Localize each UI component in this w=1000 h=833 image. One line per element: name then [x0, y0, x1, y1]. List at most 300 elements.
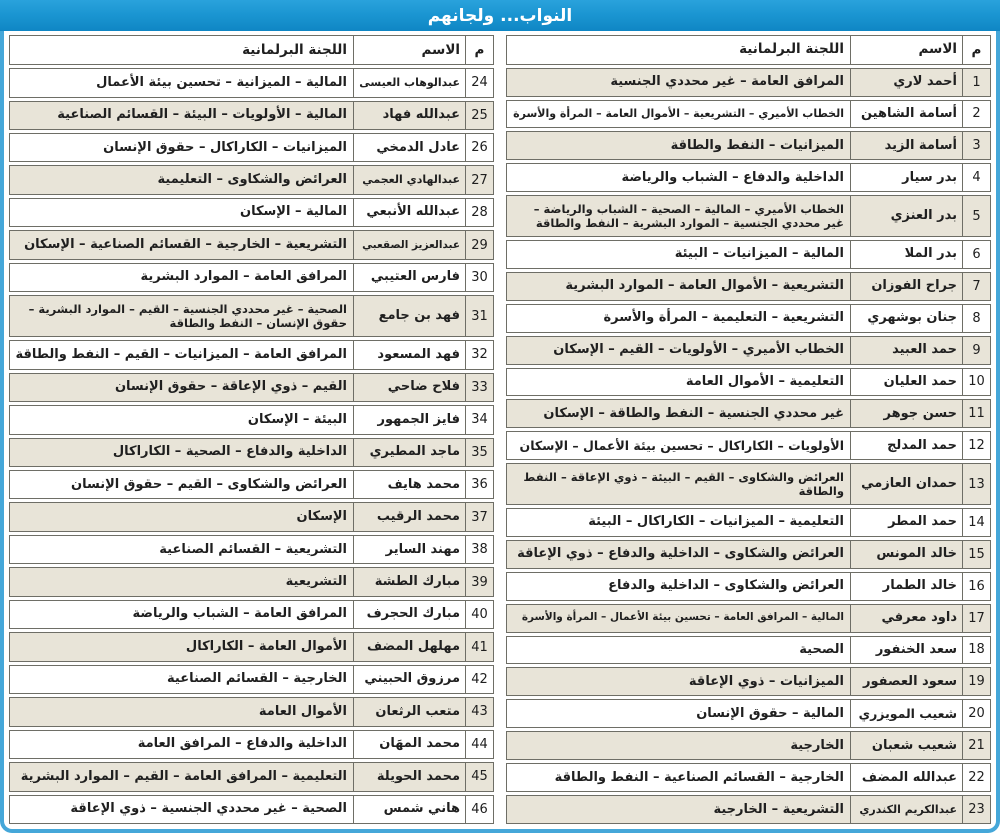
row-number-cell [466, 374, 493, 401]
row-number-cell [466, 264, 493, 291]
row-number: 31 [471, 308, 488, 324]
row-number-cell [963, 700, 990, 727]
row-number: 45 [471, 769, 488, 785]
member-name: عبدالهادي العجمي [362, 173, 460, 187]
member-name-cell [354, 231, 466, 258]
member-committees-cell [507, 541, 851, 568]
row-number-cell [963, 305, 990, 332]
member-committees: المالية – الميزانية – تحسين بيئة الأعمال [96, 74, 347, 90]
row-number-cell [466, 102, 493, 129]
table-row [506, 68, 991, 97]
member-committees: العرائض والشكاوى – الداخلية والدفاع [608, 577, 844, 593]
member-name: حمد المدلج [887, 437, 957, 453]
member-name-cell [354, 796, 466, 823]
member-committees-cell [10, 503, 354, 530]
member-committees-cell [507, 764, 851, 791]
members-table-right [506, 35, 991, 824]
member-name: حمد العبيد [892, 341, 957, 357]
table-row [9, 502, 494, 531]
row-number-cell [466, 341, 493, 368]
row-number: 19 [968, 674, 985, 690]
table-header-row [506, 35, 991, 65]
member-committees: العرائض والشكاوى – التعليمية [157, 172, 347, 188]
member-committees-cell [507, 637, 851, 664]
row-number: 36 [471, 477, 488, 493]
table-row [506, 508, 991, 537]
member-committees-cell [10, 406, 354, 433]
member-name: مبارك الحجرف [366, 606, 460, 622]
member-name-cell [354, 264, 466, 291]
row-number-cell [466, 471, 493, 498]
member-name-cell [354, 296, 466, 336]
member-committees: الصحية – غير محددي الجنسية – ذوي الإعاقة [70, 801, 347, 817]
member-name: هاني شمس [383, 801, 460, 817]
row-number-cell [466, 633, 493, 660]
row-number: 20 [968, 706, 985, 722]
member-committees: الخارجية – القسائم الصناعية – النفط والطاقة [554, 769, 844, 785]
member-name-cell [851, 69, 963, 96]
member-committees-cell [10, 666, 354, 693]
member-committees-cell [10, 231, 354, 258]
table-row [506, 100, 991, 129]
member-name-cell [354, 471, 466, 498]
member-committees: الميزانيات – النفط والطاقة [670, 137, 844, 153]
member-name-cell [354, 439, 466, 466]
row-number-cell [466, 731, 493, 758]
member-committees-cell [10, 536, 354, 563]
member-name-cell [851, 764, 963, 791]
row-number-cell [466, 199, 493, 226]
member-name-cell [851, 337, 963, 364]
member-name: جنان بوشهري [867, 309, 957, 325]
member-name: شعيب المويزري [858, 706, 957, 722]
row-number-cell [466, 439, 493, 466]
member-name-cell [354, 166, 466, 193]
row-number: 1 [972, 74, 981, 90]
row-number-cell [963, 132, 990, 159]
member-committees: البيئة – الإسكان [247, 411, 347, 427]
member-name-cell [851, 196, 963, 235]
member-committees: الصحية [799, 641, 844, 657]
row-number-cell [963, 732, 990, 759]
member-name: محمد الحويلة [376, 768, 460, 784]
member-name-cell [851, 369, 963, 396]
row-number-cell [466, 698, 493, 725]
row-number: 16 [968, 578, 985, 594]
page-title: النواب... ولجانهم [427, 5, 573, 26]
member-committees: المالية – الأولويات – البيئة – القسائم الصناعية [57, 107, 347, 123]
member-name: فهد بن جامع [378, 308, 460, 324]
member-name: محمد الرقيب [376, 509, 460, 525]
row-number: 2 [972, 106, 981, 122]
row-number: 22 [968, 770, 985, 786]
member-committees: المالية – حقوق الإنسان [696, 705, 844, 721]
row-number: 9 [972, 342, 981, 358]
row-number-cell [963, 541, 990, 568]
member-committees-cell [507, 700, 851, 727]
member-committees: الخطاب الأميري – التشريعية – الأموال العامة – المرأة والأسرة [513, 107, 844, 121]
row-number: 8 [972, 310, 981, 326]
member-name-cell [851, 700, 963, 727]
member-committees-cell [10, 633, 354, 660]
member-name-cell [851, 668, 963, 695]
member-name-cell [354, 568, 466, 595]
member-name-cell [354, 199, 466, 226]
member-name-cell [354, 698, 466, 725]
table-row [9, 567, 494, 596]
member-committees: غير محددي الجنسية – النفط والطاقة – الإسكان [543, 405, 844, 421]
table-row [506, 131, 991, 160]
member-committees: التشريعية – القسائم الصناعية [159, 541, 347, 557]
member-committees: التشريعية – الخارجية – القسائم الصناعية – الإسكان [24, 236, 347, 252]
member-committees-cell [10, 439, 354, 466]
member-committees-cell [507, 432, 851, 459]
table-row [9, 730, 494, 759]
row-number: 37 [471, 509, 488, 525]
member-name: فايز الجمهور [377, 411, 460, 427]
row-number-cell [466, 134, 493, 161]
table-row [506, 731, 991, 760]
member-name: ماجد المطيري [369, 444, 460, 460]
row-number-cell [963, 464, 990, 503]
column-header-name: الاسم [354, 36, 466, 64]
member-name: خالد المونس [876, 546, 957, 562]
member-committees: العرائض والشكاوى – الداخلية والدفاع – ذوي الإعاقة [517, 546, 844, 562]
row-number: 24 [471, 75, 488, 91]
member-name-cell [851, 605, 963, 632]
table-row [506, 636, 991, 665]
member-committees: المالية – الميزانيات – البيئة [674, 246, 844, 262]
member-name: عبدالله الأنبعي [366, 204, 460, 220]
member-committees-cell [10, 568, 354, 595]
member-committees-cell [10, 731, 354, 758]
row-number: 17 [968, 610, 985, 626]
member-committees: الداخلية والدفاع – الصحية – الكاراكال [112, 444, 347, 460]
member-committees-cell [507, 400, 851, 427]
row-number-cell [466, 166, 493, 193]
member-name-cell [851, 509, 963, 536]
member-committees: الأولويات – الكاراكال – تحسين بيئة الأعمال – الإسكان [519, 438, 844, 454]
member-name-cell [354, 666, 466, 693]
member-committees: الإسكان [296, 509, 347, 525]
member-name-cell [354, 374, 466, 401]
content-frame [0, 31, 1000, 833]
table-row [9, 632, 494, 661]
row-number: 14 [968, 514, 985, 530]
member-name-cell [354, 503, 466, 530]
table-row [506, 368, 991, 397]
row-number: 35 [471, 444, 488, 460]
member-committees-cell [10, 763, 354, 790]
member-name: داود معرفي [881, 609, 957, 625]
row-number-cell [963, 432, 990, 459]
member-committees-cell [507, 132, 851, 159]
member-committees: التشريعية [285, 573, 347, 589]
member-committees: العرائض والشكاوى – القيم – حقوق الإنسان [71, 476, 347, 492]
member-name: سعد الخنفور [875, 641, 957, 657]
row-number-cell [963, 196, 990, 235]
member-name-cell [354, 763, 466, 790]
member-committees-cell [10, 102, 354, 129]
member-committees: الصحية – غير محددي الجنسية – القيم – الموارد البشرية – حقوق الإنسان – النفط والطاقة [28, 301, 347, 331]
member-name-cell [851, 305, 963, 332]
row-number: 23 [968, 802, 985, 818]
row-number: 43 [471, 704, 488, 720]
member-name: حمد العليان [883, 373, 957, 389]
member-committees: التشريعية – الخارجية [713, 801, 844, 817]
row-number: 41 [471, 639, 488, 655]
member-name: بدر العنزي [890, 207, 957, 223]
table-row [506, 540, 991, 569]
member-name: شعيب شعبان [871, 737, 957, 753]
row-number-cell [466, 406, 493, 433]
member-committees: المالية – الإسكان [239, 204, 347, 220]
member-name-cell [851, 241, 963, 268]
row-number-cell [466, 568, 493, 595]
member-name: حمد المطر [888, 514, 957, 530]
column-header-num: م [971, 41, 982, 58]
member-name-cell [354, 536, 466, 563]
member-committees-cell [10, 199, 354, 226]
member-name: فارس العتيبي [370, 269, 460, 285]
table-row [9, 101, 494, 130]
table-row [506, 604, 991, 633]
member-name: خالد الطمار [882, 577, 957, 593]
member-committees-cell [10, 264, 354, 291]
row-number-cell [963, 369, 990, 396]
row-number-cell [963, 605, 990, 632]
member-committees-cell [10, 341, 354, 368]
member-committees: المالية – المرافق العامة – تحسين بيئة الأعمال – المرأة والأسرة [521, 611, 844, 624]
table-row [9, 600, 494, 629]
member-committees-cell [10, 796, 354, 823]
table-row [9, 230, 494, 259]
table-row [9, 295, 494, 337]
row-number-cell [466, 296, 493, 336]
row-number: 33 [471, 379, 488, 395]
row-number: 18 [968, 642, 985, 658]
member-committees: الأموال العامة – الكاراكال [185, 638, 347, 654]
row-number-cell [466, 503, 493, 530]
row-number: 21 [968, 738, 985, 754]
row-number-cell [963, 273, 990, 300]
member-name: حمدان العازمي [861, 475, 957, 491]
member-name: جراح الفوزان [871, 278, 957, 294]
table-row [506, 572, 991, 601]
row-number: 10 [968, 374, 985, 390]
member-committees-cell [507, 241, 851, 268]
row-number: 11 [968, 406, 985, 422]
member-committees-cell [507, 164, 851, 191]
table-row [9, 133, 494, 162]
member-committees-cell [507, 573, 851, 600]
row-number-cell [466, 796, 493, 823]
member-name: عادل الدمخي [376, 139, 460, 155]
member-committees: الميزانيات – ذوي الإعاقة [688, 673, 844, 689]
member-committees-cell [507, 69, 851, 96]
table-row [9, 263, 494, 292]
member-committees: التعليمية – الميزانيات – الكاراكال – البيئة [588, 514, 844, 530]
member-name-cell [851, 432, 963, 459]
member-name: عبدالكريم الكندري [859, 802, 957, 816]
member-name: مرزوق الحبيني [364, 671, 460, 687]
member-committees-cell [507, 464, 851, 503]
member-name-cell [851, 541, 963, 568]
table-row [9, 697, 494, 726]
member-committees: التعليمية – المرافق العامة – القيم – الموارد البشرية [20, 768, 347, 784]
row-number: 30 [471, 270, 488, 286]
member-name: أسامة الزيد [884, 137, 957, 153]
member-name: أحمد لاري [893, 73, 957, 89]
table-row [9, 165, 494, 194]
table-row [9, 340, 494, 369]
table-row [9, 438, 494, 467]
member-name-cell [851, 132, 963, 159]
column-header-committee: اللجنة البرلمانية [507, 36, 851, 64]
member-name: فلاح ضاحي [387, 379, 460, 395]
table-row [9, 535, 494, 564]
member-name-cell [851, 796, 963, 823]
row-number-cell [963, 637, 990, 664]
row-number: 40 [471, 607, 488, 623]
member-committees: الأموال العامة [258, 703, 347, 719]
row-number: 3 [972, 138, 981, 154]
row-number: 5 [972, 208, 981, 224]
member-name-cell [354, 134, 466, 161]
row-number-cell [963, 796, 990, 823]
member-name-cell [851, 400, 963, 427]
member-committees: التعليمية – الأموال العامة [685, 373, 844, 389]
member-committees: الخطاب الأميري – المالية – الصحية – الشباب والرياضة – غير محددي الجنسية – الموارد البشرية – النفط والطاقة [533, 201, 844, 231]
table-row [506, 336, 991, 365]
member-name: عبدالله المضف [861, 769, 957, 785]
title-bar [0, 0, 1000, 31]
member-committees: التشريعية – الأموال العامة – الموارد البشرية [565, 278, 844, 294]
member-name: عبدالوهاب العيسى [359, 75, 460, 89]
member-committees-cell [10, 698, 354, 725]
member-name-cell [851, 273, 963, 300]
member-committees-cell [507, 196, 851, 235]
table-row [9, 198, 494, 227]
member-name: مهند الساير [385, 541, 460, 557]
member-name: محمد هايف [387, 476, 460, 492]
row-number: 27 [471, 172, 488, 188]
column-header-name: الاسم [851, 36, 963, 64]
member-committees: الخارجية – القسائم الصناعية [167, 671, 347, 687]
member-committees: الداخلية والدفاع – المرافق العامة [137, 736, 347, 752]
table-row [506, 304, 991, 333]
member-name-cell [354, 731, 466, 758]
column-header-num: م [474, 42, 485, 59]
member-name: حسن جوهر [883, 405, 957, 421]
member-committees-cell [507, 369, 851, 396]
member-name: بدر سيار [902, 169, 957, 185]
member-name-cell [354, 633, 466, 660]
member-name: مهلهل المضف [367, 638, 460, 654]
table-row [9, 795, 494, 824]
member-name-cell [354, 341, 466, 368]
member-name: محمد المهَان [379, 736, 460, 752]
row-number: 25 [471, 107, 488, 123]
row-number-cell [963, 764, 990, 791]
member-name-cell [851, 732, 963, 759]
table-header-row [9, 35, 494, 65]
row-number: 6 [972, 246, 981, 262]
member-committees: الخارجية [790, 737, 844, 753]
member-name: متعب الرثعان [375, 703, 460, 719]
row-number-cell [963, 164, 990, 191]
member-name-cell [851, 464, 963, 503]
table-row [506, 699, 991, 728]
member-committees-cell [507, 605, 851, 632]
row-number: 26 [471, 140, 488, 156]
row-number: 28 [471, 205, 488, 221]
column-header-committee: اللجنة البرلمانية [10, 36, 354, 64]
member-name: أسامة الشاهين [860, 105, 957, 121]
row-number-cell [963, 69, 990, 96]
member-committees-cell [507, 305, 851, 332]
table-row [506, 399, 991, 428]
member-name-cell [354, 69, 466, 96]
table-row [506, 667, 991, 696]
member-committees: التشريعية – التعليمية – المرأة والأسرة [603, 309, 844, 325]
table-row [506, 195, 991, 236]
member-committees: العرائض والشكاوى – القيم – البيئة – ذوي الإعاقة – النفط والطاقة [523, 469, 844, 499]
table-row [506, 431, 991, 460]
row-number-cell [466, 666, 493, 693]
member-name-cell [851, 573, 963, 600]
member-name: مبارك الطشة [374, 573, 460, 589]
member-committees-cell [10, 471, 354, 498]
member-committees-cell [507, 337, 851, 364]
member-committees-cell [10, 601, 354, 628]
row-number: 4 [972, 170, 981, 186]
member-name-cell [354, 102, 466, 129]
member-committees: القيم – ذوي الإعاقة – حقوق الإنسان [114, 379, 347, 395]
member-committees: المرافق العامة – الموارد البشرية [140, 269, 347, 285]
member-committees-cell [507, 273, 851, 300]
member-committees: الداخلية والدفاع – الشباب والرياضة [621, 169, 844, 185]
row-number: 29 [471, 237, 488, 253]
row-number: 12 [968, 438, 985, 454]
row-number: 44 [471, 736, 488, 752]
member-name: سعود العصفور [863, 673, 957, 689]
table-row [506, 763, 991, 792]
member-committees-cell [10, 69, 354, 96]
table-row [506, 163, 991, 192]
row-number-cell [963, 101, 990, 128]
row-number: 34 [471, 412, 488, 428]
table-row [9, 68, 494, 97]
member-committees: المرافق العامة – الشباب والرياضة [132, 606, 347, 622]
member-committees-cell [10, 134, 354, 161]
row-number: 13 [968, 476, 985, 492]
member-name: بدر الملا [904, 246, 957, 262]
row-number: 15 [968, 546, 985, 562]
table-row [9, 405, 494, 434]
row-number-cell [963, 573, 990, 600]
member-committees-cell [507, 101, 851, 128]
member-committees-cell [507, 732, 851, 759]
member-name-cell [851, 637, 963, 664]
row-number-cell [466, 536, 493, 563]
table-row [506, 795, 991, 824]
row-number: 39 [471, 574, 488, 590]
table-row [9, 373, 494, 402]
table-row [9, 470, 494, 499]
row-number-cell [963, 668, 990, 695]
member-committees-cell [10, 166, 354, 193]
